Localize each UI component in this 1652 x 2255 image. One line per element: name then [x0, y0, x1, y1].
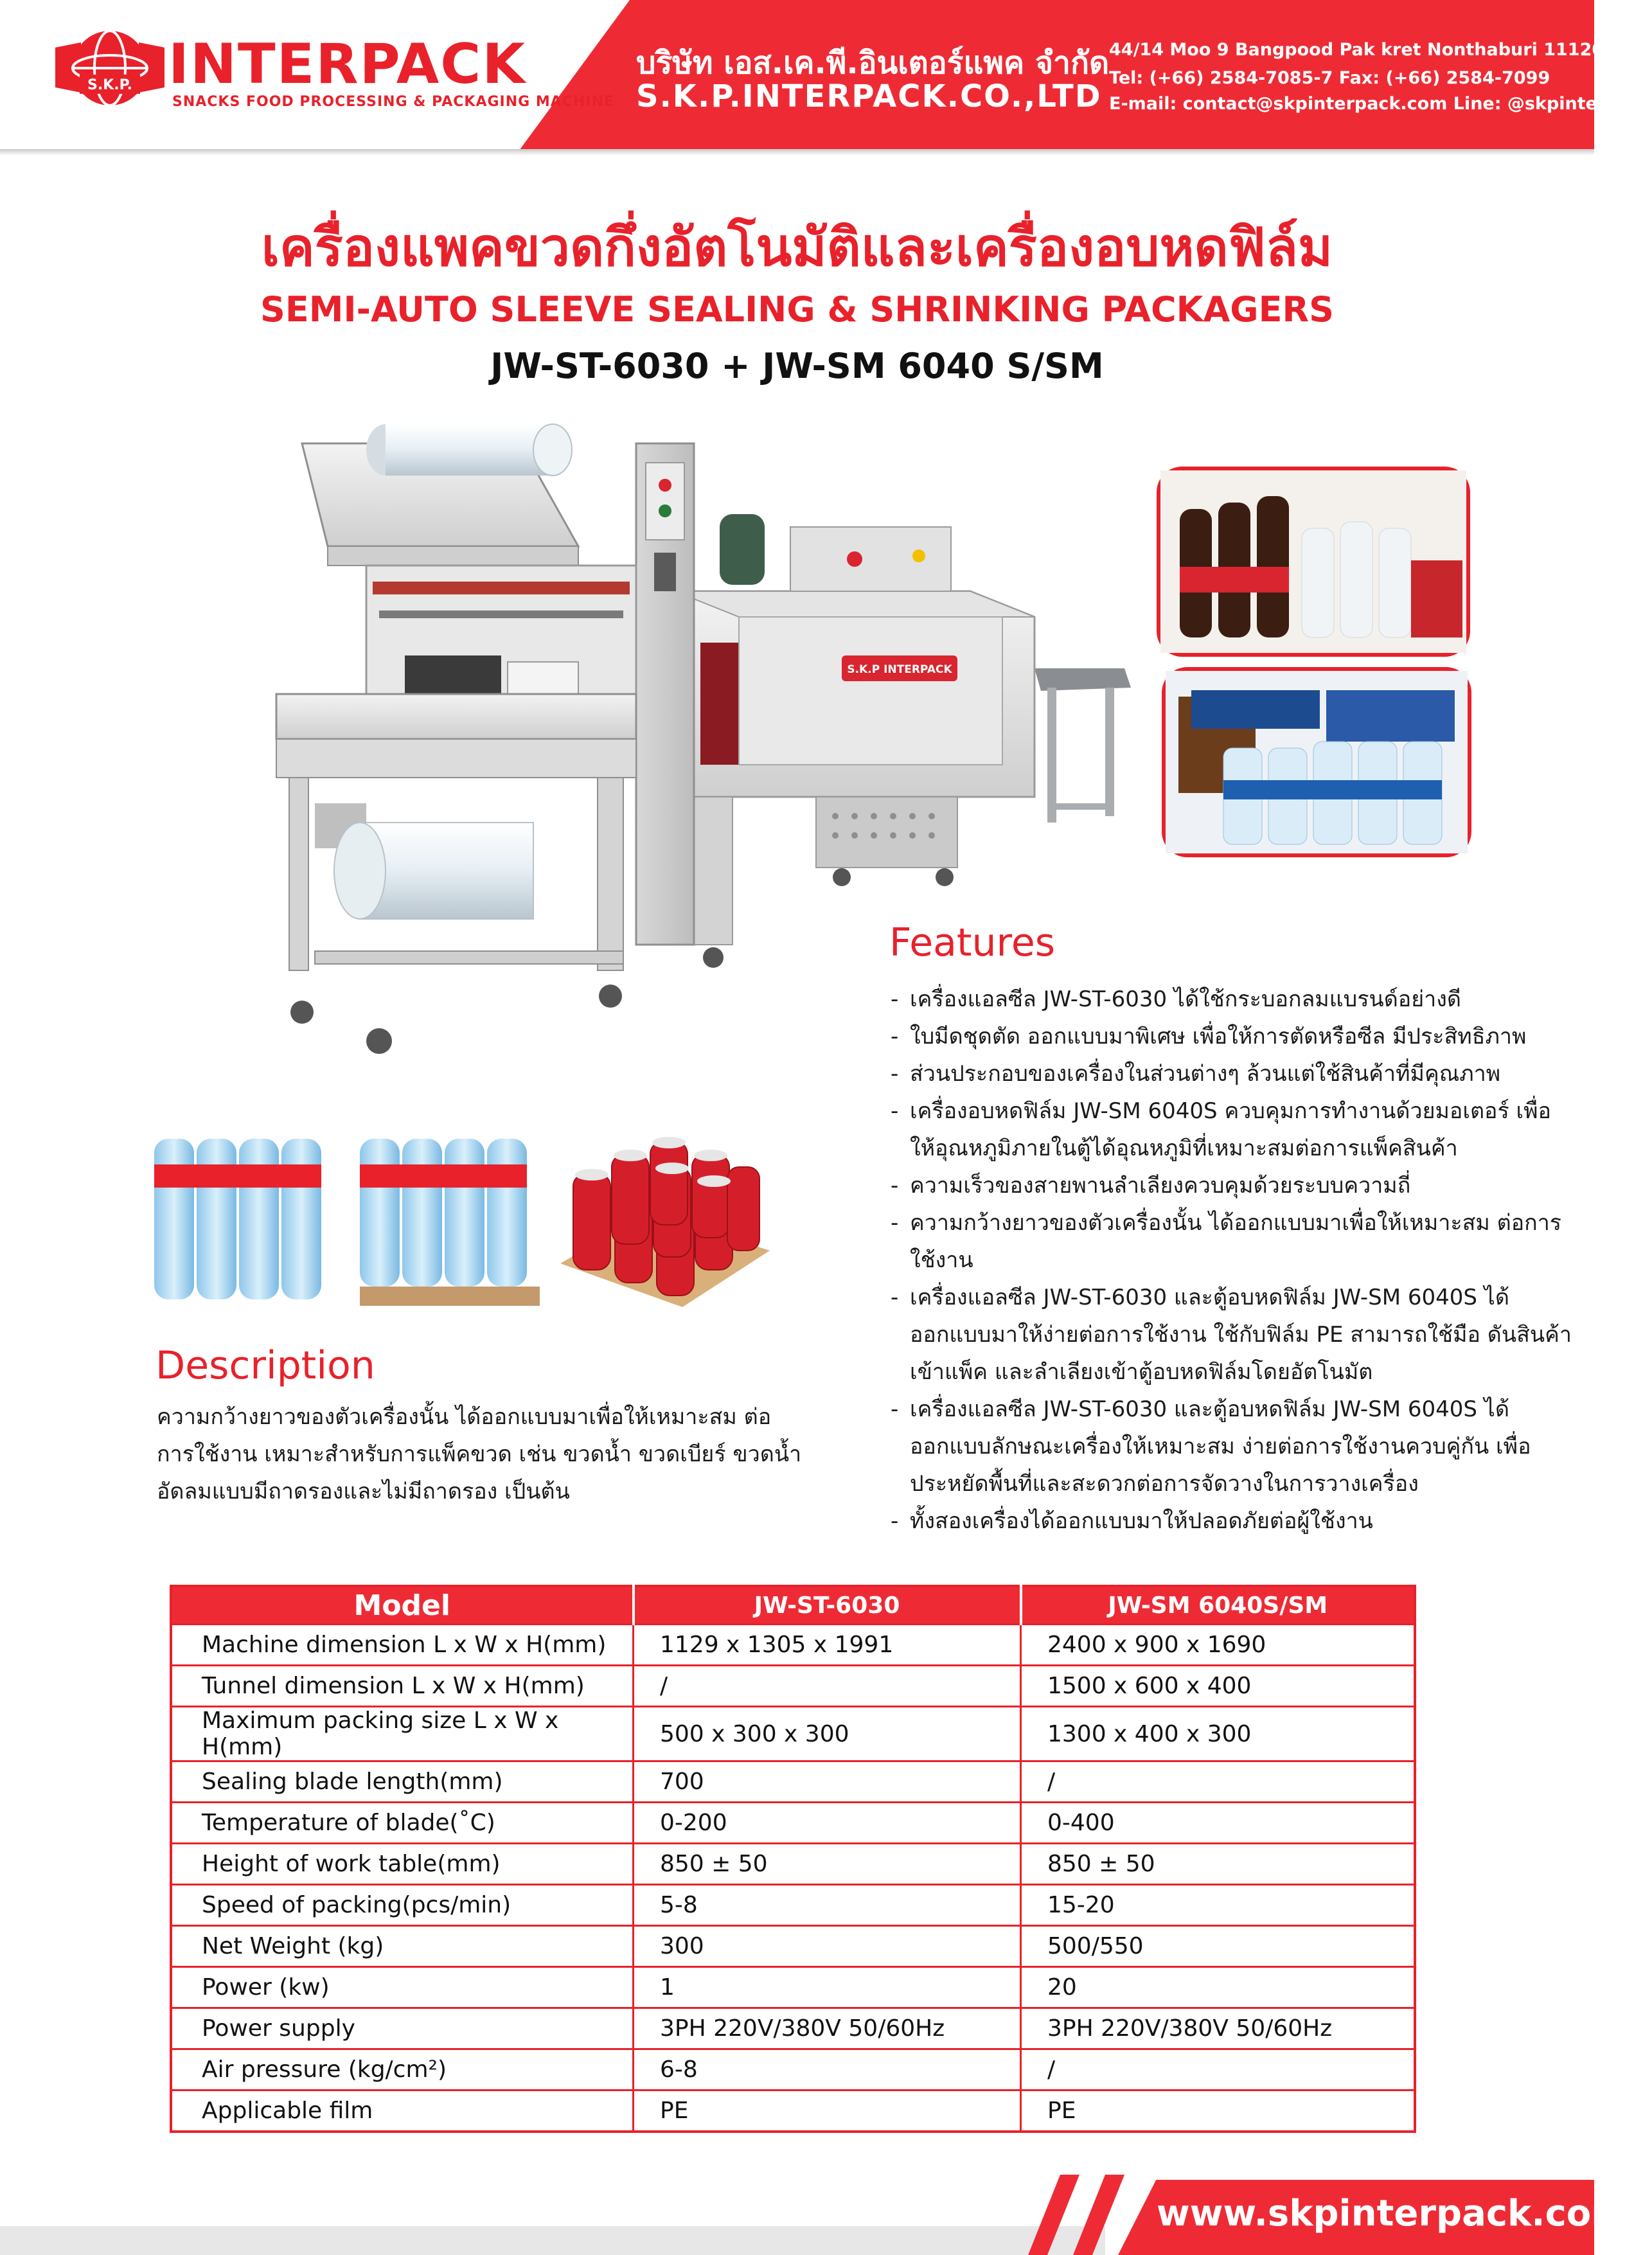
company-phone: Tel: (+66) 2584-7085-7 Fax: (+66) 2584-7099	[1109, 68, 1550, 88]
features-list	[891, 981, 1572, 1540]
spec-table	[170, 1585, 1416, 2133]
table-row	[171, 1967, 1415, 2008]
spec-value-tunnel: 0-400	[1021, 1803, 1416, 1844]
product-photo-packs	[1162, 667, 1471, 857]
spec-value-sealer: 0-200	[634, 1803, 1021, 1844]
spec-label: Maximum packing size L x W x H(mm)	[171, 1707, 634, 1761]
description-heading: Description	[155, 1343, 375, 1388]
company-name-english: S.K.P.INTERPACK.CO.,LTD	[636, 78, 1102, 114]
table-row	[171, 2090, 1415, 2132]
table-row	[171, 1666, 1415, 1707]
spec-value-sealer: 300	[634, 1926, 1021, 1967]
spec-value-tunnel: 500/550	[1021, 1926, 1416, 1967]
feature-item: - เครื่องแอลซีล JW-ST-6030 และตู้อบหดฟิล์ม JW-SM 6040S ได้ออกแบบมาให้ง่ายต่อการใช้งาน ใช้กับฟิล์ม PE สามารถใช้มือ ดันสินค้าเข้าแพ็ค และลำเลียงเข้าตู้อบหดฟิล์มโดยอัตโนมัต	[891, 1279, 1572, 1391]
spec-value-tunnel: 2400 x 900 x 1690	[1021, 1625, 1416, 1666]
product-photo-bottles	[1157, 467, 1470, 657]
feature-item: - ความกว้างยาวของตัวเครื่องนั้น ได้ออกแบบมาเพื่อให้เหมาะสม ต่อการใช้งาน	[891, 1204, 1572, 1279]
logo-badge-text: S.K.P.	[87, 77, 133, 93]
spec-value-tunnel: 3PH 220V/380V 50/60Hz	[1021, 2008, 1416, 2049]
spec-label: Sealing blade length(mm)	[171, 1761, 634, 1803]
header-sealer: JW-ST-6030	[634, 1586, 1021, 1625]
feature-item: - ทั้งสองเครื่องได้ออกแบบมาให้ปลอดภัยต่อผู้ใช้งาน	[891, 1502, 1572, 1540]
spec-value-sealer: 1	[634, 1967, 1021, 2008]
table-row	[171, 1803, 1415, 1844]
table-header-row	[171, 1586, 1415, 1625]
spec-value-tunnel: 1300 x 400 x 300	[1021, 1707, 1416, 1761]
header-shadow	[0, 149, 1594, 156]
globe-logo-icon	[55, 28, 164, 112]
spec-label: Speed of packing(pcs/min)	[171, 1885, 634, 1926]
spec-value-sealer: 5-8	[634, 1885, 1021, 1926]
table-row	[171, 1707, 1415, 1761]
spec-value-tunnel: 850 ± 50	[1021, 1844, 1416, 1885]
spec-value-sealer: 700	[634, 1761, 1021, 1803]
company-address: 44/14 Moo 9 Bangpood Pak kret Nonthaburi 11120	[1109, 40, 1604, 60]
spec-value-tunnel: 15-20	[1021, 1885, 1416, 1926]
title-thai: เครื่องแพคขวดกึ่งอัตโนมัติและเครื่องอบหดฟิล์ม	[261, 217, 1333, 278]
table-row	[171, 1926, 1415, 1967]
feature-item: - เครื่องอบหดฟิล์ม JW-SM 6040S ควบคุมการทำงานด้วยมอเตอร์ เพื่อให้อุณหภูมิภายในตู้ได้อุณหภูมิที่เหมาะสมต่อการแพ็คสินค้า	[891, 1092, 1572, 1167]
feature-item: - ความเร็วของสายพานลำเลียงควบคุมด้วยระบบความถี่	[891, 1167, 1572, 1204]
table-row	[171, 2049, 1415, 2090]
table-row	[171, 1761, 1415, 1803]
spec-label: Height of work table(mm)	[171, 1844, 634, 1885]
feature-item: - เครื่องแอลซีล JW-ST-6030 และตู้อบหดฟิล์ม JW-SM 6040S ได้ออกแบบลักษณะเครื่องให้เหมาะสม ง่ายต่อการใช้งานควบคู่กัน เพื่อประหยัดพื้นที่และสะดวกต่อการจัดวางในการวางเครื่อง	[891, 1391, 1572, 1502]
feature-item: - เครื่องแอลซีล JW-ST-6030 ได้ใช้กระบอกลมแบรนด์อย่างดี	[891, 981, 1572, 1018]
spec-label: Air pressure (kg/cm²)	[171, 2049, 634, 2090]
spec-label: Net Weight (kg)	[171, 1926, 634, 1967]
spec-value-tunnel: 20	[1021, 1967, 1416, 2008]
description-text: ความกว้างยาวของตัวเครื่องนั้น ได้ออกแบบมาเพื่อให้เหมาะสม ต่อการใช้งาน เหมาะสำหรับการแพ็คขวด เช่น ขวดน้ำ ขวดเบียร์ ขวดน้ำอัดลมแบบมีถาดรองและไม่มีถาดรอง เป็นต้น	[157, 1404, 802, 1504]
title-english: SEMI-AUTO SLEEVE SEALING & SHRINKING PACKAGERS	[260, 289, 1334, 330]
machine-plate-label: S.K.P INTERPACK	[847, 663, 952, 676]
features-heading: Features	[889, 920, 1055, 965]
spec-value-sealer: 500 x 300 x 300	[634, 1707, 1021, 1761]
spec-value-tunnel: /	[1021, 1761, 1416, 1803]
spec-label: Power supply	[171, 2008, 634, 2049]
footer-grey-band	[0, 2226, 1105, 2255]
spec-value-tunnel: 1500 x 600 x 400	[1021, 1666, 1416, 1707]
feature-item: - ใบมีดชุดตัด ออกแบบมาพิเศษ เพื่อให้การตัดหรือซีล มีประสิทธิภาพ	[891, 1018, 1572, 1055]
table-row	[171, 1625, 1415, 1666]
spec-label: Machine dimension L x W x H(mm)	[171, 1625, 634, 1666]
brand-tagline: SNACKS FOOD PROCESSING & PACKAGING MACHINE	[172, 94, 614, 110]
header-tunnel: JW-SM 6040S/SM	[1021, 1586, 1416, 1625]
header-model: Model	[171, 1586, 634, 1625]
spec-label: Power (kw)	[171, 1967, 634, 2008]
packs-photo-icon	[1166, 671, 1468, 853]
bottles-photo-icon	[1160, 470, 1466, 653]
spec-label: Applicable film	[171, 2090, 634, 2132]
website-link[interactable]: www.skpinterpack.com	[1157, 2193, 1629, 2234]
spec-value-sealer: /	[634, 1666, 1021, 1707]
feature-item: - ส่วนประกอบของเครื่องในส่วนต่างๆ ล้วนแต่ใช้สินค้าที่มีคุณภาพ	[891, 1055, 1572, 1092]
spec-value-tunnel: /	[1021, 2049, 1416, 2090]
spec-value-sealer: 850 ± 50	[634, 1844, 1021, 1885]
water-bottle-packs-icon	[154, 1126, 565, 1306]
spec-value-sealer: 1129 x 1305 x 1991	[634, 1625, 1021, 1666]
company-name-thai: บริษัท เอส.เค.พี.อินเตอร์แพค จำกัด	[636, 45, 1110, 81]
spec-value-tunnel: PE	[1021, 2090, 1416, 2132]
red-cans-tray-icon	[554, 1135, 770, 1307]
table-row	[171, 2008, 1415, 2049]
table-row	[171, 1885, 1415, 1926]
table-row	[171, 1844, 1415, 1885]
brand-name: INTERPACK	[168, 32, 527, 96]
company-email: E-mail: contact@skpinterpack.com Line: @skpinterpack	[1109, 94, 1652, 114]
spec-value-sealer: 3PH 220V/380V 50/60Hz	[634, 2008, 1021, 2049]
spec-label: Tunnel dimension L x W x H(mm)	[171, 1666, 634, 1707]
spec-label: Temperature of blade(˚C)	[171, 1803, 634, 1844]
model-numbers: JW-ST-6030 + JW-SM 6040 S/SM	[490, 346, 1104, 386]
spec-value-sealer: PE	[634, 2090, 1021, 2132]
spec-value-sealer: 6-8	[634, 2049, 1021, 2090]
